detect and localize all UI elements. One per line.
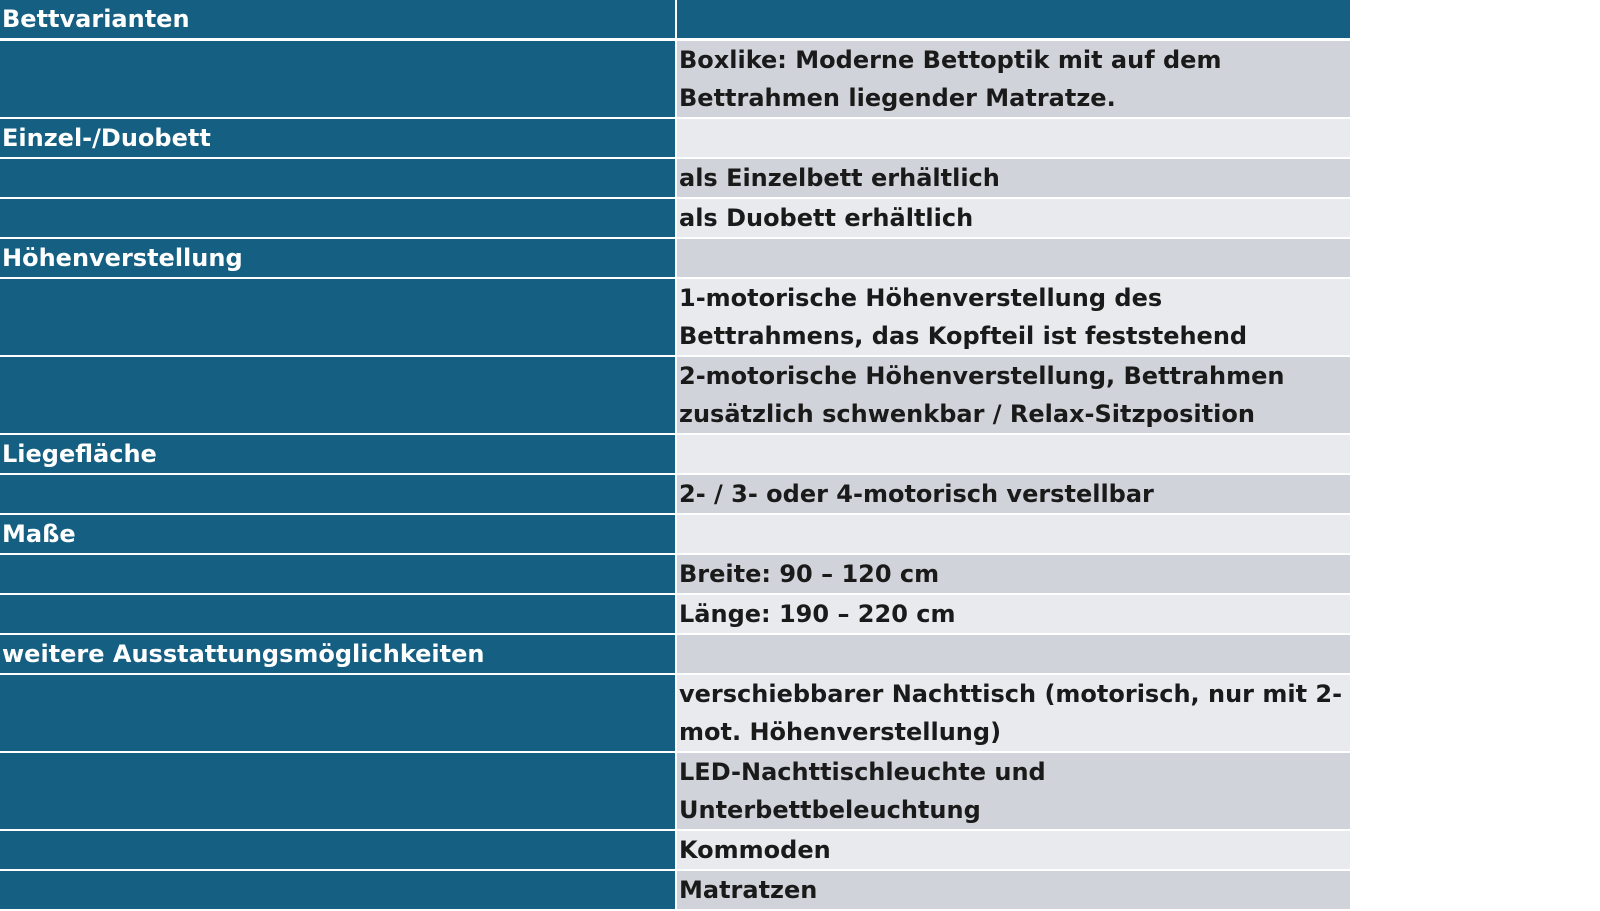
value-cell	[676, 634, 1350, 674]
section-row	[0, 434, 1350, 474]
item-row	[0, 674, 1350, 752]
value-cell	[676, 238, 1350, 278]
value-cell	[676, 158, 1350, 198]
value-cell	[676, 830, 1350, 870]
item-row	[0, 870, 1350, 910]
value-cell	[676, 554, 1350, 594]
item-row	[0, 278, 1350, 356]
item-row	[0, 594, 1350, 634]
section-label: weitere Ausstattungsmöglichkeiten	[0, 634, 676, 674]
value-cell	[676, 514, 1350, 554]
value-cell	[676, 474, 1350, 514]
value-line: verschiebbarer Nachttisch (motorisch, nur mit 2-	[679, 680, 1343, 708]
label-cell	[0, 674, 676, 752]
value-line: Unterbettbeleuchtung	[679, 796, 981, 824]
section-label: Einzel-/Duobett	[0, 118, 676, 158]
value-cell	[676, 674, 1350, 752]
value-line: Matratzen	[679, 876, 818, 904]
value-line: Bettrahmens, das Kopfteil ist feststehend	[679, 322, 1248, 350]
value-cell	[676, 434, 1350, 474]
value-line: 1-motorische Höhenverstellung des	[679, 284, 1163, 312]
value-line: Bettrahmen liegender Matratze.	[679, 84, 1116, 112]
item-row	[0, 356, 1350, 434]
value-line: zusätzlich schwenkbar / Relax-Sitzposition	[679, 400, 1255, 428]
label-cell	[0, 830, 676, 870]
item-row	[0, 752, 1350, 830]
section-label: Maße	[0, 514, 676, 554]
value-line: Kommoden	[679, 836, 831, 864]
label-cell	[0, 594, 676, 634]
value-line: mot. Höhenverstellung)	[679, 718, 1002, 746]
value-cell	[676, 278, 1350, 356]
value-line: als Einzelbett erhältlich	[679, 164, 1000, 192]
section-row	[0, 0, 1350, 40]
item-row	[0, 158, 1350, 198]
label-cell	[0, 870, 676, 910]
value-line: 2- / 3- oder 4-motorisch verstellbar	[679, 480, 1154, 508]
section-row	[0, 514, 1350, 554]
item-row	[0, 554, 1350, 594]
value-cell	[676, 0, 1350, 40]
value-line: Breite: 90 – 120 cm	[679, 560, 940, 588]
value-cell	[676, 870, 1350, 910]
value-line: als Duobett erhältlich	[679, 204, 974, 232]
value-line: 2-motorische Höhenverstellung, Bettrahmen	[679, 362, 1285, 390]
label-cell	[0, 752, 676, 830]
label-cell	[0, 198, 676, 238]
section-row	[0, 634, 1350, 674]
value-cell	[676, 752, 1350, 830]
label-cell	[0, 278, 676, 356]
section-row	[0, 118, 1350, 158]
section-label: Bettvarianten	[0, 0, 676, 40]
value-cell	[676, 594, 1350, 634]
item-row	[0, 474, 1350, 514]
section-label: Liegefläche	[0, 434, 676, 474]
item-row	[0, 198, 1350, 238]
value-cell	[676, 40, 1350, 119]
value-cell	[676, 356, 1350, 434]
label-cell	[0, 474, 676, 514]
value-line: Länge: 190 – 220 cm	[679, 600, 956, 628]
value-line: LED-Nachttischleuchte und	[679, 758, 1046, 786]
item-row	[0, 40, 1350, 119]
label-cell	[0, 158, 676, 198]
value-cell	[676, 118, 1350, 158]
label-cell	[0, 356, 676, 434]
label-cell	[0, 554, 676, 594]
value-cell	[676, 198, 1350, 238]
item-row	[0, 830, 1350, 870]
label-cell	[0, 40, 676, 119]
value-line: Boxlike: Moderne Bettoptik mit auf dem	[679, 46, 1222, 74]
section-label: Höhenverstellung	[0, 238, 676, 278]
section-row	[0, 238, 1350, 278]
